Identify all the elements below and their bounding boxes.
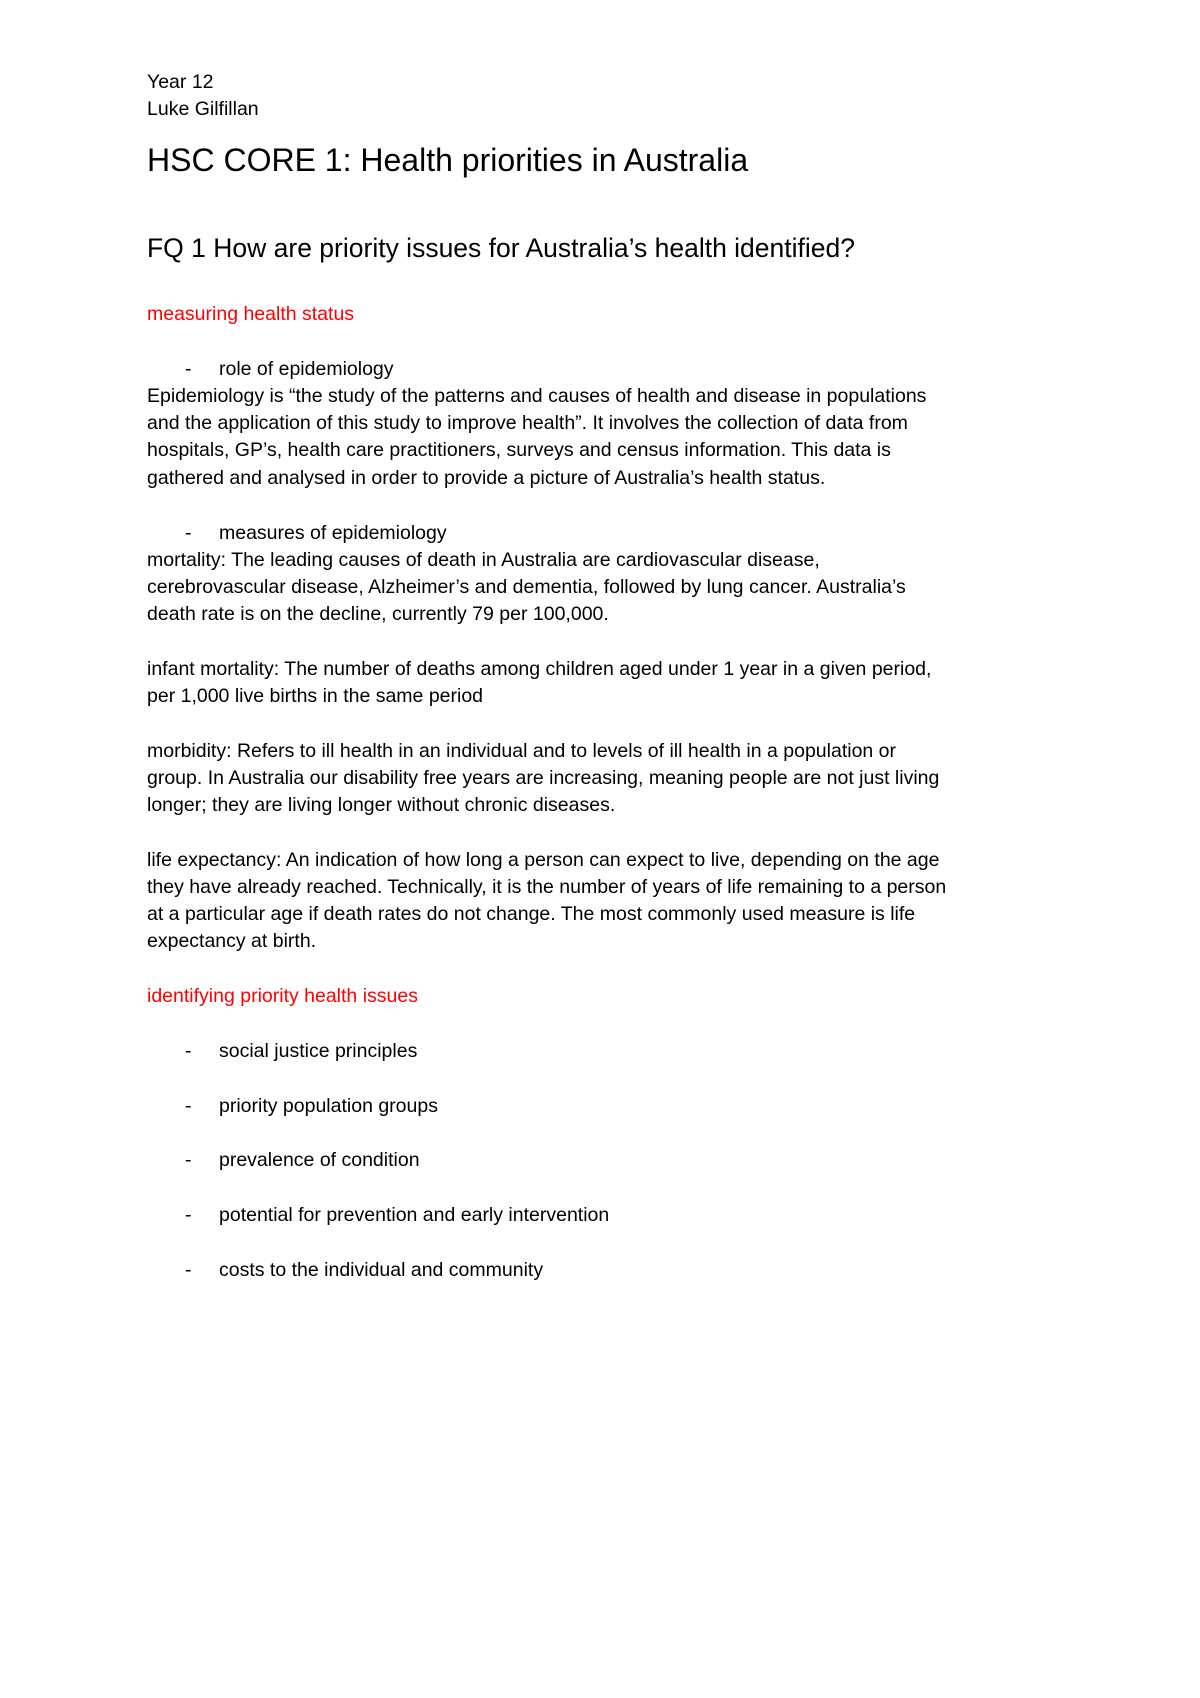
paragraph-line: group. In Australia our disability free years are increasing, meaning people are not just living xyxy=(147,767,940,789)
bullet-dash: - xyxy=(185,1204,192,1226)
bullet-item xyxy=(147,1145,420,1175)
bullet-text: priority population groups xyxy=(219,1095,438,1117)
paragraph-line: at a particular age if death rates do not change. The most commonly used measure is life xyxy=(147,903,916,925)
paragraph-line: gathered and analysed in order to provide a picture of Australia’s health status. xyxy=(147,467,826,489)
bullet-dash: - xyxy=(185,1095,192,1117)
bullet-item xyxy=(147,354,394,384)
focus-question: FQ 1 How are priority issues for Australia’s health identified? xyxy=(147,233,855,263)
bullet-text: measures of epidemiology xyxy=(219,522,447,544)
paragraph-line: cerebrovascular disease, Alzheimer’s and dementia, followed by lung cancer. Australia’s xyxy=(147,576,906,598)
paragraph-line: expectancy at birth. xyxy=(147,930,317,952)
paragraph-line: life expectancy: An indication of how long a person can expect to live, depending on the age xyxy=(147,849,940,871)
bullet-text: social justice principles xyxy=(219,1040,418,1062)
paragraph-line: infant mortality: The number of deaths among children aged under 1 year in a given period, xyxy=(147,658,932,680)
paragraph-line: mortality: The leading causes of death in Australia are cardiovascular disease, xyxy=(147,549,820,571)
paragraph-line: per 1,000 live births in the same period xyxy=(147,685,484,707)
bullet-item xyxy=(147,1036,417,1066)
paragraph-line: they have already reached. Technically, it is the number of years of life remaining to a person xyxy=(147,876,947,898)
bullet-dash: - xyxy=(185,358,192,380)
paragraph-line: death rate is on the decline, currently 79 per 100,000. xyxy=(147,603,609,625)
document-title: HSC CORE 1: Health priorities in Australia xyxy=(147,142,749,178)
year-label: Year 12 xyxy=(147,71,214,93)
paragraph-line: and the application of this study to improve health”. It involves the collection of data from xyxy=(147,412,908,434)
bullet-dash: - xyxy=(185,522,192,544)
bullet-dash: - xyxy=(185,1149,192,1171)
paragraph-line: Epidemiology is “the study of the patterns and causes of health and disease in populations xyxy=(147,385,927,407)
bullet-item xyxy=(147,1200,609,1230)
bullet-text: costs to the individual and community xyxy=(219,1259,544,1281)
paragraph-line: morbidity: Refers to ill health in an individual and to levels of ill health in a population or xyxy=(147,740,897,762)
author-name: Luke Gilfillan xyxy=(147,98,259,120)
paragraph-line: hospitals, GP’s, health care practitioners, surveys and census information. This data is xyxy=(147,439,891,461)
section-heading-identifying: identifying priority health issues xyxy=(147,985,418,1007)
bullet-item xyxy=(147,1255,543,1285)
bullet-dash: - xyxy=(185,1040,192,1062)
bullet-text: prevalence of condition xyxy=(219,1149,420,1171)
paragraph-line: longer; they are living longer without chronic diseases. xyxy=(147,794,616,816)
bullet-item xyxy=(147,1091,438,1121)
bullet-item xyxy=(147,518,447,548)
bullet-text: potential for prevention and early intervention xyxy=(219,1204,610,1226)
section-heading-measuring: measuring health status xyxy=(147,303,355,325)
bullet-text: role of epidemiology xyxy=(219,358,394,380)
bullet-dash: - xyxy=(185,1259,192,1281)
